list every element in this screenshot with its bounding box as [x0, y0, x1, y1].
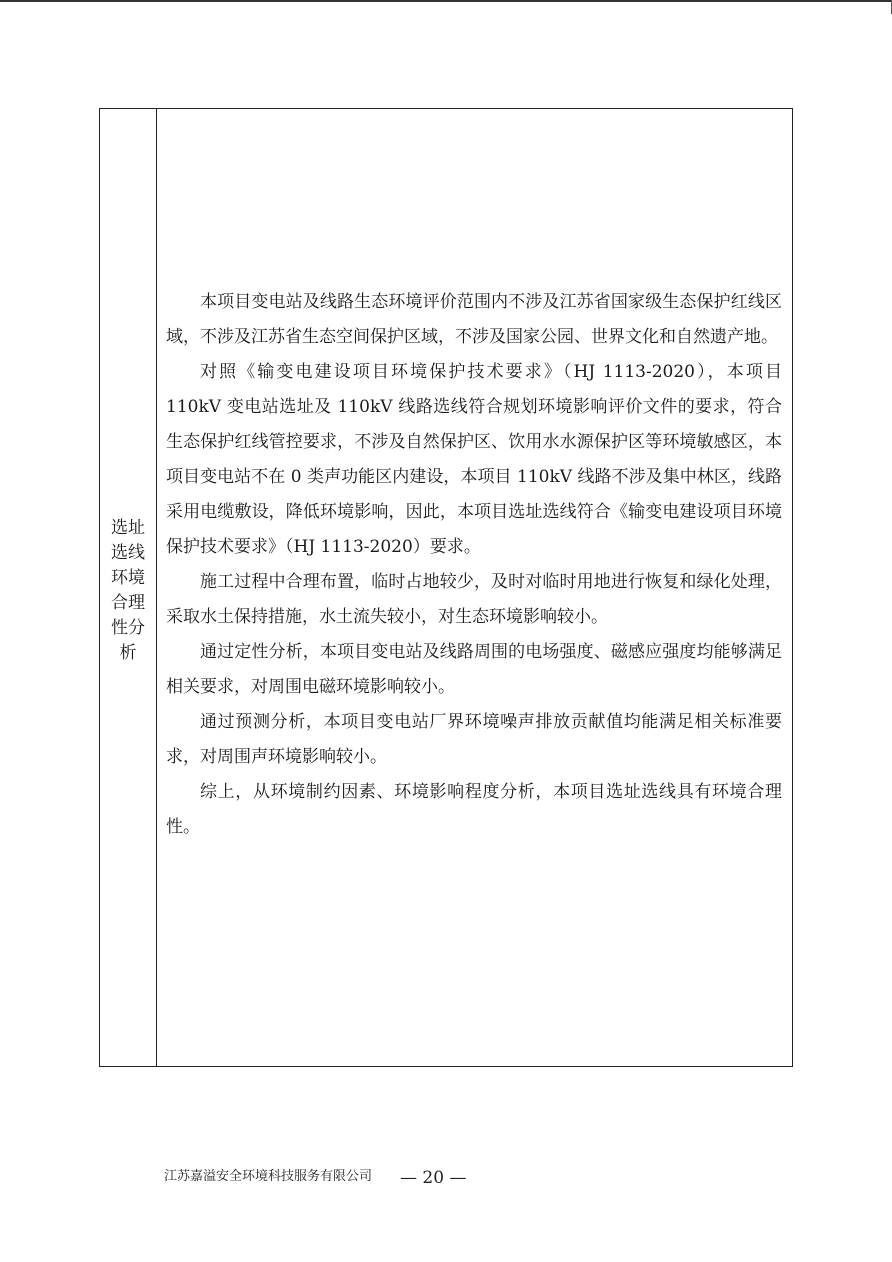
- paragraph-conclusion: 综上，从环境制约因素、环境影响程度分析，本项目选址选线具有环境合理性。: [166, 782, 782, 837]
- paragraph-ecology: 本项目变电站及线路生态环境评价范围内不涉及江苏省国家级生态保护红线区域，不涉及江苏省生态空间保护区域，不涉及国家公园、世界文化和自然遗产地。: [166, 292, 782, 347]
- paragraph-technical-requirements: 对照《输变电建设项目环境保护技术要求》（HJ 1113-2020），本项目 110kV 变电站选址及 110kV 线路选线符合规划环境影响评价文件的要求，符合生态保护红线管控要求，不涉及自然保护区、饮用水水源保护区等环境敏感区，本项目变电站不在 0 类声功能区内建设，本项目 110kV 线路不涉及集中林区，线路采用电缆敷设，降低环境影响，因此，本项目选址选线符合《输变电建设项目环境保护技术要求》（HJ 1113-2020）要求。: [166, 362, 782, 557]
- content-cell: [157, 109, 792, 1066]
- footer-company: 江苏嘉溢安全环境科技服务有限公司: [164, 1169, 373, 1184]
- page-number: — 20 —: [400, 1168, 467, 1188]
- top-border-line: [0, 0, 892, 2]
- paragraph-construction: 施工过程中合理布置，临时占地较少，及时对临时用地进行恢复和绿化处理，采取水土保持措施，水土流失较小，对生态环境影响较小。: [166, 572, 782, 627]
- row-label-cell: [100, 109, 157, 1066]
- content-body: [166, 285, 782, 845]
- analysis-table: [99, 108, 793, 1067]
- row-label: 选址选线环境合理性分析: [111, 517, 145, 663]
- paragraph-electromagnetic: 通过定性分析，本项目变电站及线路周围的电场强度、磁感应强度均能够满足相关要求，对周围电磁环境影响较小。: [166, 642, 782, 697]
- paragraph-noise: 通过预测分析，本项目变电站厂界环境噪声排放贡献值均能满足相关标准要求，对周围声环境影响较小。: [166, 712, 782, 767]
